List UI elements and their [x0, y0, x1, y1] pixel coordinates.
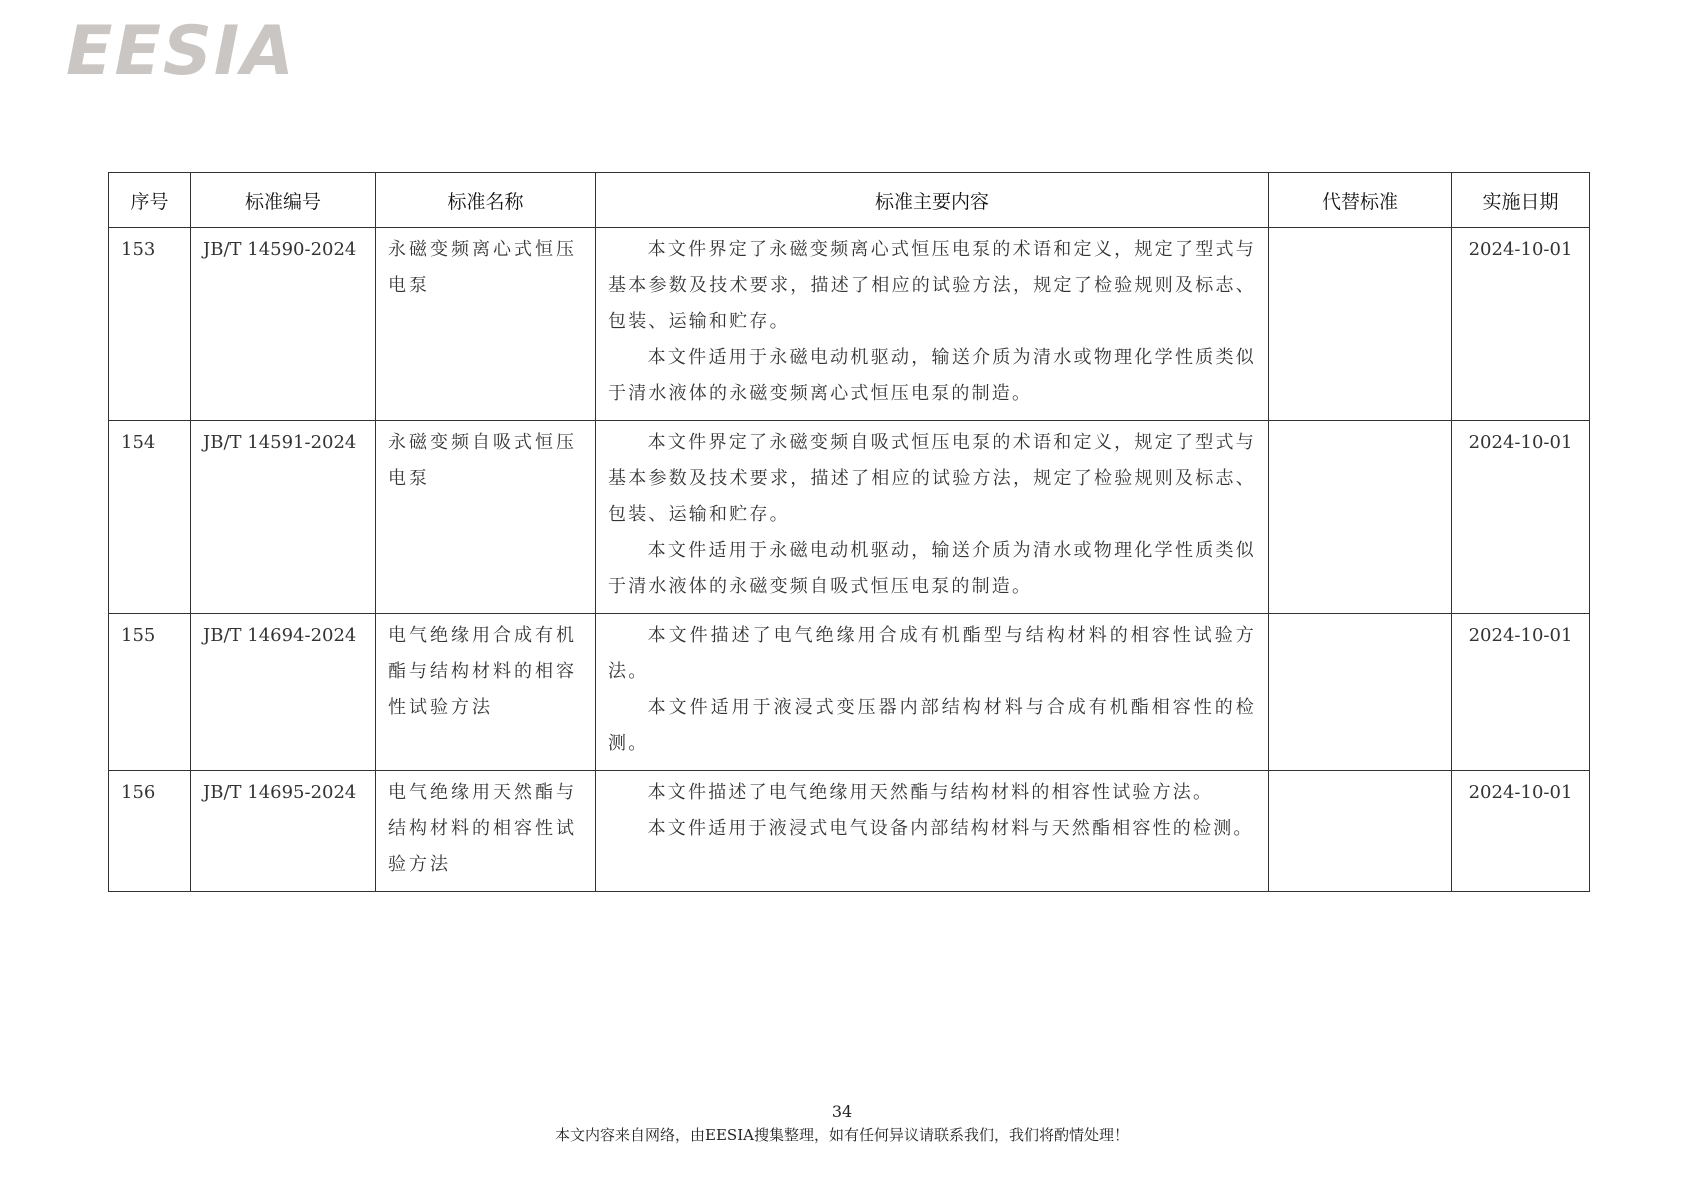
standard-code: JB/T 14591-2024	[191, 421, 376, 614]
standard-content	[596, 421, 1269, 614]
effective-date: 2024-10-01	[1452, 228, 1590, 421]
row-number: 155	[109, 614, 191, 771]
standard-content	[596, 614, 1269, 771]
content-paragraph: 本文件适用于永磁电动机驱动，输送介质为清水或物理化学性质类似于清水液体的永磁变频离心式恒压电泵的制造。	[608, 347, 1256, 404]
content-paragraph: 本文件描述了电气绝缘用天然酯与结构材料的相容性试验方法。	[647, 782, 1214, 803]
content-paragraph: 本文件界定了永磁变频离心式恒压电泵的术语和定义，规定了型式与基本参数及技术要求，描述了相应的试验方法，规定了检验规则及标志、包装、运输和贮存。	[608, 239, 1256, 332]
effective-date: 2024-10-01	[1452, 771, 1590, 892]
row-number: 154	[109, 421, 191, 614]
header-no: 序号	[109, 173, 191, 228]
eesia-logo: EESIA	[66, 12, 296, 91]
standard-code: JB/T 14695-2024	[191, 771, 376, 892]
standard-name: 电气绝缘用合成有机酯与结构材料的相容性试验方法	[376, 614, 596, 771]
standard-content	[596, 228, 1269, 421]
table-header-row	[109, 173, 1590, 228]
standard-name: 永磁变频离心式恒压电泵	[376, 228, 596, 421]
standard-code: JB/T 14590-2024	[191, 228, 376, 421]
header-date: 实施日期	[1452, 173, 1590, 228]
header-code: 标准编号	[191, 173, 376, 228]
table-row	[109, 771, 1590, 892]
table-row	[109, 614, 1590, 771]
content-paragraph: 本文件适用于永磁电动机驱动，输送介质为清水或物理化学性质类似于清水液体的永磁变频自吸式恒压电泵的制造。	[608, 540, 1256, 597]
effective-date: 2024-10-01	[1452, 614, 1590, 771]
page-number: 34	[831, 1102, 853, 1121]
row-number: 153	[109, 228, 191, 421]
replaced-standard	[1269, 228, 1452, 421]
standard-content	[596, 771, 1269, 892]
content-paragraph: 本文件界定了永磁变频自吸式恒压电泵的术语和定义，规定了型式与基本参数及技术要求，描述了相应的试验方法，规定了检验规则及标志、包装、运输和贮存。	[608, 432, 1256, 525]
effective-date: 2024-10-01	[1452, 421, 1590, 614]
standard-code: JB/T 14694-2024	[191, 614, 376, 771]
replaced-standard	[1269, 421, 1452, 614]
footer-disclaimer: 本文内容来自网络，由EESIA搜集整理，如有任何异议请联系我们，我们将酌情处理！	[555, 1126, 1129, 1144]
header-name: 标准名称	[376, 173, 596, 228]
table-row	[109, 421, 1590, 614]
header-content: 标准主要内容	[596, 173, 1269, 228]
standard-name: 电气绝缘用天然酯与结构材料的相容性试验方法	[376, 771, 596, 892]
content-paragraph: 本文件适用于液浸式电气设备内部结构材料与天然酯相容性的检测。	[647, 818, 1254, 839]
content-paragraph: 本文件描述了电气绝缘用合成有机酯型与结构材料的相容性试验方法。	[608, 625, 1256, 682]
table-row	[109, 228, 1590, 421]
standard-name: 永磁变频自吸式恒压电泵	[376, 421, 596, 614]
header-replaces: 代替标准	[1269, 173, 1452, 228]
replaced-standard	[1269, 614, 1452, 771]
content-paragraph: 本文件适用于液浸式变压器内部结构材料与合成有机酯相容性的检测。	[608, 697, 1256, 754]
replaced-standard	[1269, 771, 1452, 892]
standards-table	[108, 172, 1590, 892]
row-number: 156	[109, 771, 191, 892]
